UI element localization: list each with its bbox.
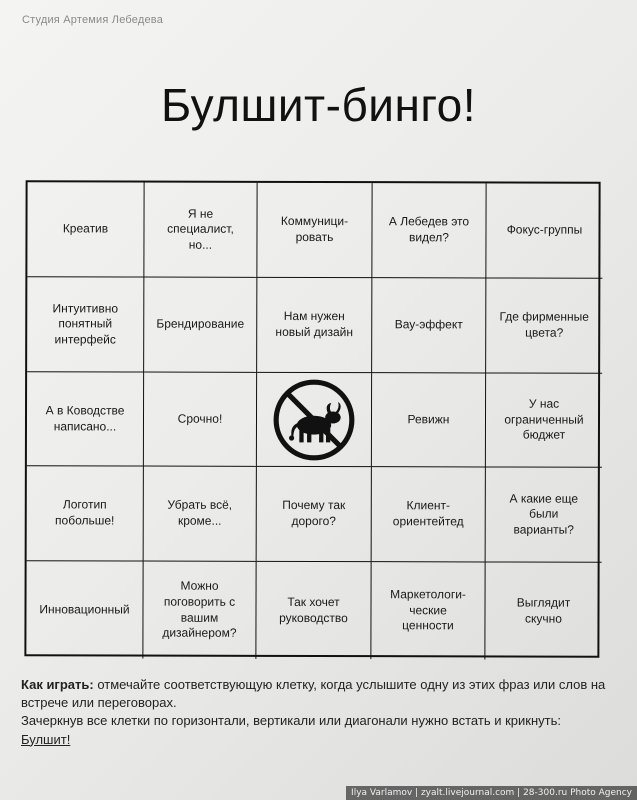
photo-credit: Ilya Varlamov | zyalt.livejournal.com | 28-300.ru Photo Agency xyxy=(346,786,637,800)
bingo-cell[interactable]: А какие еще были варианты? xyxy=(486,467,602,562)
bingo-cell[interactable]: Убрать всё, кроме... xyxy=(144,467,257,562)
bingo-cell[interactable]: Выглядит скучно xyxy=(516,595,571,626)
bingo-cell[interactable]: Где фирменные цвета? xyxy=(486,278,602,373)
bingo-cell[interactable]: Ревижн xyxy=(372,373,486,467)
bingo-cell[interactable]: Срочно! xyxy=(144,373,257,467)
rules-win-text: Зачеркнув все клетки по горизонтали, вертикали или диагонали нужно встать и крикнуть: xyxy=(21,713,561,729)
bingo-cell[interactable]: Клиент- ориентейтед xyxy=(372,467,486,562)
free-center-cell xyxy=(257,373,372,467)
bingo-cell[interactable]: Можно поговорить с вашим дизайнером? xyxy=(143,562,256,659)
bingo-cell[interactable]: Логотип побольше! xyxy=(27,466,144,561)
rules-how-label: Как играть: xyxy=(21,677,94,692)
bingo-cell[interactable]: Брендирование xyxy=(144,278,257,373)
rules-text xyxy=(21,676,611,749)
bingo-cell[interactable]: Интуитивно понятный интерфейс xyxy=(27,277,144,372)
page-title: Булшит-бинго! xyxy=(160,79,477,131)
bingo-cell[interactable]: У нас ограниченный бюджет xyxy=(486,373,602,467)
bingo-cell[interactable]: Почему так дорого? xyxy=(257,467,372,562)
rules-how xyxy=(21,676,611,712)
bingo-cell[interactable]: А Лебедев это видел? xyxy=(372,183,486,278)
rules-how-text: отмечайте соответствующую клетку, когда услышите одну из этих фраз или слов на встрече или переговорах. xyxy=(21,677,606,711)
bingo-cell[interactable]: Я не специалист, но... xyxy=(144,183,257,278)
bingo-cell[interactable]: Нам нужен новый дизайн xyxy=(257,278,372,373)
bingo-cell[interactable]: Креатив xyxy=(27,182,144,277)
bingo-cell[interactable]: Инновационный xyxy=(26,561,143,658)
rules-win xyxy=(21,712,611,748)
no-bull-icon xyxy=(271,376,357,462)
studio-label: Студия Артемия Лебедева xyxy=(22,14,164,26)
bingo-grid xyxy=(24,180,600,658)
bingo-cell[interactable]: Маркетологи- ческие ценности xyxy=(371,562,485,659)
bingo-cell[interactable]: Так хочет руководство xyxy=(256,562,371,659)
shout-link[interactable]: Булшит! xyxy=(21,731,71,747)
bingo-cell[interactable]: Коммуници- ровать xyxy=(257,183,372,278)
bingo-cell[interactable]: А в Ководстве написано... xyxy=(27,372,144,466)
bingo-cell[interactable]: Вау-эффект xyxy=(372,278,486,373)
bingo-cell[interactable]: Фокус-группы xyxy=(486,183,602,278)
